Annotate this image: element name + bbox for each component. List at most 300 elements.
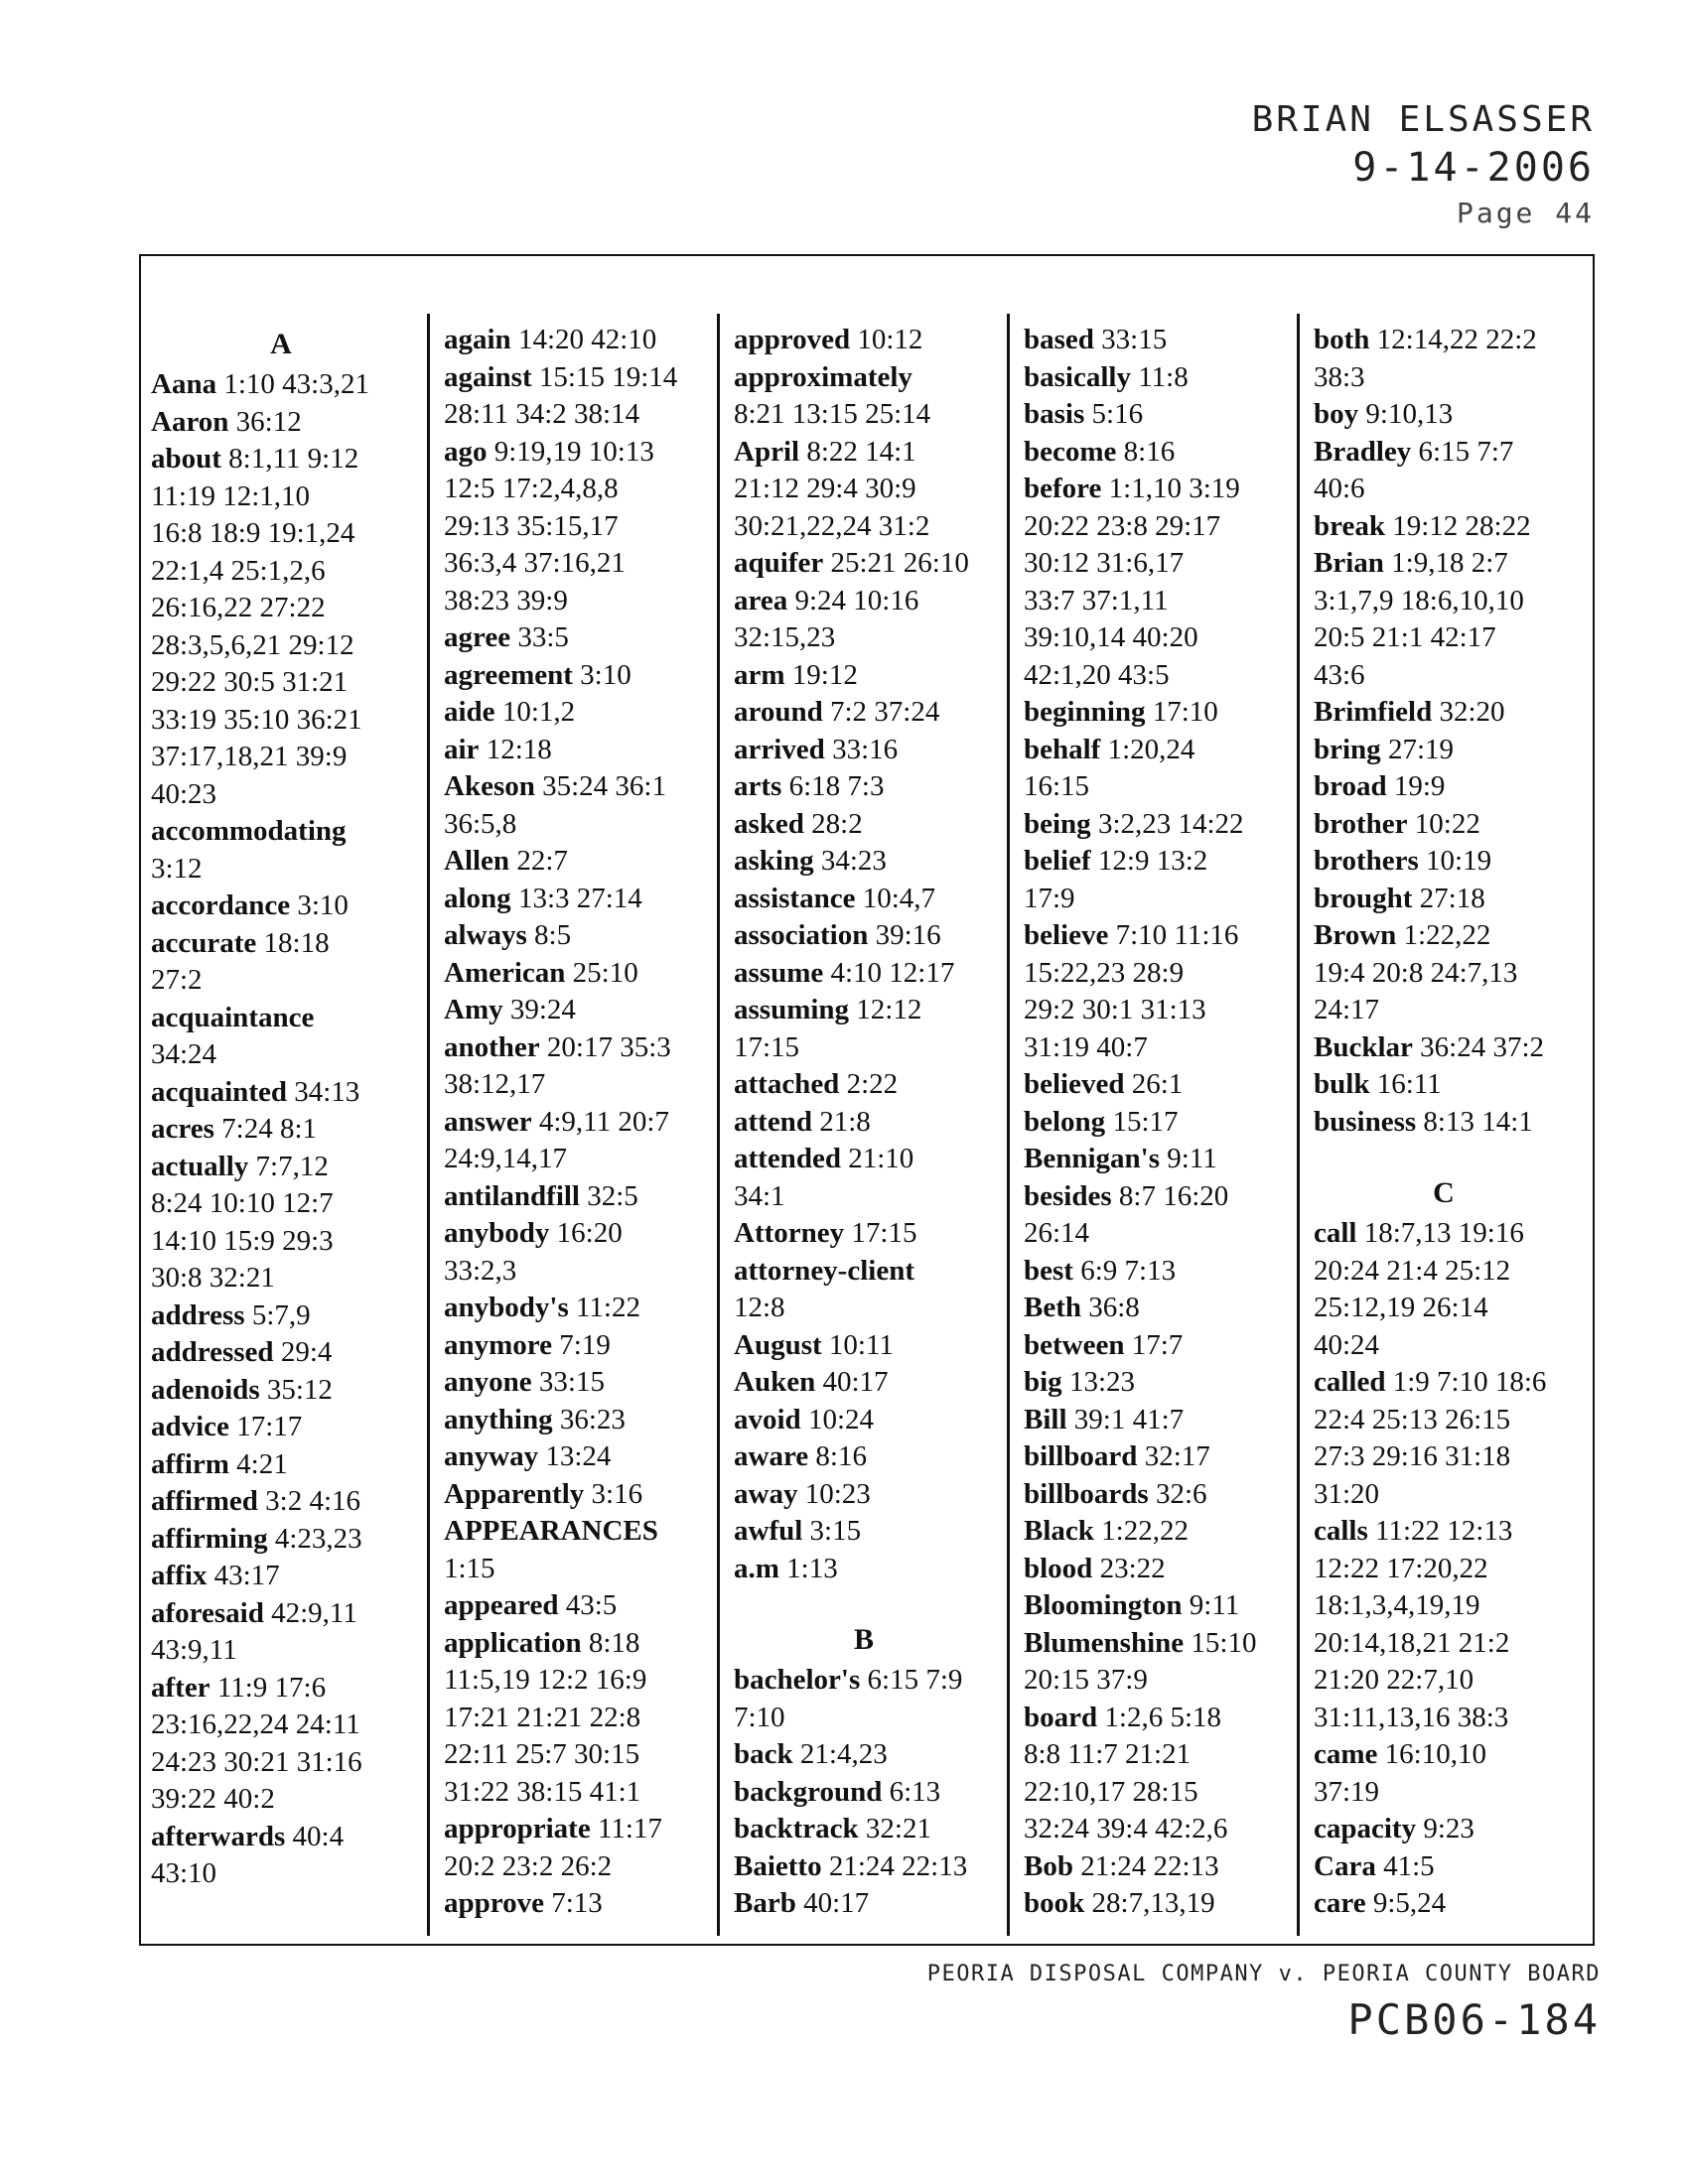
index-term: care bbox=[1314, 1887, 1366, 1919]
index-entry bbox=[1314, 1215, 1574, 1253]
index-entry bbox=[1314, 1774, 1574, 1812]
index-entry bbox=[151, 925, 411, 963]
index-entry bbox=[151, 1855, 411, 1893]
index-entry bbox=[1024, 359, 1284, 397]
index-term: asked bbox=[734, 807, 804, 840]
index-entry bbox=[151, 1334, 411, 1372]
index-entry bbox=[1024, 694, 1284, 732]
index-entry bbox=[151, 1409, 411, 1446]
page-line-refs: 40:6 bbox=[1314, 473, 1365, 504]
index-term: being bbox=[1024, 807, 1091, 840]
index-term: back bbox=[734, 1738, 793, 1770]
page-line-refs: 1:22,22 bbox=[1101, 1515, 1189, 1547]
page-line-refs: 7:19 bbox=[559, 1328, 611, 1361]
index-entry bbox=[734, 1141, 994, 1178]
page-line-refs: 19:9 bbox=[1393, 770, 1446, 802]
page-line-refs: 8:13 14:1 bbox=[1423, 1105, 1533, 1138]
index-term: Akeson bbox=[444, 770, 535, 802]
page-line-refs: 22:7 bbox=[516, 845, 568, 877]
page-line-refs: 5:7,9 bbox=[251, 1298, 311, 1331]
index-entry bbox=[1314, 322, 1574, 359]
index-entry bbox=[444, 1066, 704, 1104]
index-entry bbox=[151, 441, 411, 478]
section-letter: A bbox=[270, 328, 292, 360]
index-entry bbox=[734, 1736, 994, 1774]
index-term: Apparently bbox=[444, 1477, 585, 1510]
page-line-refs: 11:17 bbox=[597, 1813, 662, 1844]
page-line-refs: 25:10 bbox=[572, 956, 638, 989]
index-entry bbox=[1314, 1551, 1574, 1588]
page-line-refs: 29:22 30:5 31:21 bbox=[151, 666, 349, 698]
page-line-refs: 19:12 28:22 bbox=[1392, 509, 1531, 542]
page-line-refs: 10:11 bbox=[828, 1328, 894, 1361]
page-line-refs: 28:3,5,6,21 29:12 bbox=[151, 628, 354, 661]
page-line-refs: 36:3,4 37:16,21 bbox=[444, 547, 626, 579]
index-term: based bbox=[1024, 324, 1094, 355]
page-line-refs: 25:21 26:10 bbox=[830, 547, 969, 579]
page-line-refs: 10:4,7 bbox=[862, 882, 936, 914]
page-line-refs: 29:2 30:1 31:13 bbox=[1024, 994, 1206, 1025]
index-term: Bill bbox=[1024, 1403, 1067, 1435]
index-term: beginning bbox=[1024, 696, 1146, 728]
index-entry bbox=[1314, 1885, 1574, 1923]
page-line-refs: 23:16,22,24 24:11 bbox=[151, 1708, 360, 1740]
index-entry bbox=[1314, 1029, 1574, 1067]
index-entry bbox=[444, 1215, 704, 1253]
index-entry bbox=[444, 1104, 704, 1142]
page-line-refs: 22:11 25:7 30:15 bbox=[444, 1738, 640, 1770]
header-date: 9-14-2006 bbox=[1352, 145, 1595, 191]
index-term: assistance bbox=[734, 882, 856, 914]
index-entry bbox=[444, 1290, 704, 1327]
index-term: call bbox=[1314, 1217, 1357, 1249]
page-line-refs: 8:16 bbox=[1123, 435, 1176, 468]
index-term: before bbox=[1024, 473, 1102, 504]
page-line-refs: 37:19 bbox=[1314, 1775, 1380, 1808]
page-line-refs: 1:2,6 5:18 bbox=[1104, 1701, 1222, 1733]
page-line-refs: 32:15,23 bbox=[734, 621, 836, 653]
index-entry bbox=[444, 1178, 704, 1216]
page-line-refs: 20:5 21:1 42:17 bbox=[1314, 621, 1496, 653]
index-term: association bbox=[734, 919, 869, 951]
index-term: Allen bbox=[444, 845, 510, 877]
page-line-refs: 32:20 bbox=[1439, 696, 1505, 728]
page-line-refs: 11:8 bbox=[1138, 360, 1189, 393]
page-line-refs: 39:22 40:2 bbox=[151, 1783, 275, 1815]
page-line-refs: 7:2 37:24 bbox=[829, 696, 940, 728]
page-line-refs: 6:15 7:7 bbox=[1418, 435, 1514, 468]
index-entry bbox=[151, 1558, 411, 1595]
index-entry bbox=[1024, 992, 1284, 1029]
page-line-refs: 28:7,13,19 bbox=[1091, 1887, 1215, 1919]
index-term: April bbox=[734, 435, 800, 468]
page-line-refs: 24:23 30:21 31:16 bbox=[151, 1745, 362, 1778]
index-entry bbox=[1314, 583, 1574, 620]
page-line-refs: 6:18 7:3 bbox=[788, 770, 885, 802]
page-line-refs: 36:23 bbox=[559, 1403, 626, 1435]
index-entry bbox=[1314, 1066, 1574, 1104]
page-line-refs: 1:13 bbox=[786, 1552, 838, 1584]
index-term: along bbox=[444, 882, 511, 914]
index-term: anybody's bbox=[444, 1292, 569, 1323]
index-entry bbox=[444, 1774, 704, 1812]
index-entry bbox=[1314, 694, 1574, 732]
index-entry bbox=[1024, 1774, 1284, 1812]
page-line-refs: 26:1 bbox=[1131, 1068, 1184, 1100]
index-term: accommodating bbox=[151, 815, 347, 847]
page-line-refs: 1:9,18 2:7 bbox=[1391, 547, 1508, 579]
page-line-refs: 11:22 bbox=[575, 1292, 640, 1323]
page-line-refs: 3:15 bbox=[809, 1515, 862, 1547]
index-term: address bbox=[151, 1298, 245, 1331]
index-entry bbox=[444, 1402, 704, 1439]
page-line-refs: 2:22 bbox=[846, 1068, 899, 1100]
page-line-refs: 23:22 bbox=[1099, 1552, 1166, 1584]
index-entry bbox=[734, 1178, 994, 1216]
page-line-refs: 20:2 23:2 26:2 bbox=[444, 1849, 613, 1882]
page-line-refs: 26:14 bbox=[1024, 1217, 1090, 1249]
index-entry bbox=[734, 1513, 994, 1551]
page-line-refs: 42:1,20 43:5 bbox=[1024, 658, 1170, 691]
index-term: accurate bbox=[151, 926, 257, 959]
index-term: asking bbox=[734, 845, 814, 877]
index-entry bbox=[734, 992, 994, 1029]
page-line-refs: 9:10,13 bbox=[1365, 398, 1454, 430]
index-entry bbox=[444, 992, 704, 1029]
index-term: bring bbox=[1314, 733, 1381, 765]
page-line-refs: 38:3 bbox=[1314, 360, 1365, 393]
page-line-refs: 1:20,24 bbox=[1107, 733, 1195, 765]
page-line-refs: 22:4 25:13 26:15 bbox=[1314, 1403, 1511, 1435]
index-term: background bbox=[734, 1775, 883, 1808]
page-line-refs: 19:12 bbox=[791, 658, 858, 691]
index-entry bbox=[151, 1781, 411, 1819]
index-term: aforesaid bbox=[151, 1596, 264, 1629]
index-entry bbox=[1024, 1253, 1284, 1291]
index-entry bbox=[1024, 657, 1284, 695]
page-line-refs: 12:5 17:2,4,8,8 bbox=[444, 473, 619, 504]
index-term: big bbox=[1024, 1366, 1062, 1398]
page-line-refs: 11:5,19 12:2 16:9 bbox=[444, 1664, 647, 1696]
page-line-refs: 5:16 bbox=[1091, 398, 1144, 430]
index-entry bbox=[1024, 1215, 1284, 1253]
index-entry bbox=[151, 1297, 411, 1335]
index-entry bbox=[1024, 1551, 1284, 1588]
index-column-3 bbox=[717, 314, 994, 1936]
page-line-refs: 28:11 34:2 38:14 bbox=[444, 398, 640, 430]
index-term: anyone bbox=[444, 1366, 532, 1398]
index-term: advice bbox=[151, 1411, 229, 1442]
page-line-refs: 10:1,2 bbox=[501, 696, 576, 728]
index-entry bbox=[1314, 1438, 1574, 1476]
index-term: both bbox=[1314, 324, 1370, 355]
index-entry bbox=[734, 322, 994, 359]
index-term: answer bbox=[444, 1105, 532, 1138]
index-term: awful bbox=[734, 1515, 803, 1547]
page-line-refs: 17:10 bbox=[1152, 696, 1218, 728]
footer-case-number: PCB06-184 bbox=[1347, 1995, 1601, 2044]
page-line-refs: 32:24 39:4 42:2,6 bbox=[1024, 1813, 1228, 1844]
page-line-refs: 36:12 bbox=[235, 405, 302, 438]
index-entry bbox=[444, 955, 704, 993]
index-entry bbox=[444, 508, 704, 546]
index-entry bbox=[444, 881, 704, 918]
index-term: bulk bbox=[1314, 1068, 1370, 1100]
index-entry bbox=[1024, 1848, 1284, 1886]
page-line-refs: 9:23 bbox=[1423, 1813, 1474, 1844]
index-entry bbox=[444, 1625, 704, 1663]
page-line-refs: 28:2 bbox=[811, 807, 863, 840]
page-line-refs: 32:6 bbox=[1155, 1477, 1207, 1510]
index-term: after bbox=[151, 1671, 210, 1704]
index-term: area bbox=[734, 584, 788, 616]
index-entry bbox=[151, 851, 411, 888]
page-line-refs: 17:17 bbox=[236, 1411, 303, 1442]
index-entry bbox=[151, 1521, 411, 1559]
page-line-refs: 7:13 bbox=[551, 1887, 603, 1919]
index-term: always bbox=[444, 919, 527, 951]
page-line-refs: 20:17 35:3 bbox=[546, 1030, 671, 1063]
index-column-5 bbox=[1297, 314, 1574, 1936]
index-term: anything bbox=[444, 1403, 553, 1435]
index-entry bbox=[1314, 917, 1574, 955]
page-line-refs: 12:12 bbox=[856, 994, 922, 1025]
page-line-refs: 35:24 36:1 bbox=[542, 770, 666, 802]
header-page-number: Page 44 bbox=[1456, 197, 1595, 229]
page-line-refs: 32:21 bbox=[865, 1813, 931, 1844]
page-line-refs: 15:22,23 28:9 bbox=[1024, 956, 1185, 989]
page-line-refs: 4:10 12:17 bbox=[830, 956, 955, 989]
index-term: brought bbox=[1314, 882, 1413, 914]
page-line-refs: 7:10 bbox=[734, 1701, 785, 1733]
index-entry bbox=[1024, 508, 1284, 546]
page-line-refs: 8:1,11 9:12 bbox=[228, 443, 359, 475]
index-term: break bbox=[1314, 509, 1385, 542]
page-line-refs: 11:9 17:6 bbox=[216, 1671, 327, 1704]
footer-case-title: PEORIA DISPOSAL COMPANY v. PEORIA COUNTY BOARD bbox=[926, 1962, 1601, 1986]
index-term: appeared bbox=[444, 1589, 559, 1621]
page-line-refs: 3:1,7,9 18:6,10,10 bbox=[1314, 584, 1524, 616]
page-line-refs: 4:23,23 bbox=[274, 1522, 362, 1555]
page-line-refs: 3:2,23 14:22 bbox=[1097, 807, 1244, 840]
index-entry bbox=[1314, 1253, 1574, 1291]
page-line-refs: 40:23 bbox=[151, 777, 217, 810]
page-line-refs: 21:20 22:7,10 bbox=[1314, 1664, 1474, 1696]
page-line-refs: 43:10 bbox=[151, 1857, 217, 1889]
page-line-refs: 21:24 22:13 bbox=[1080, 1849, 1219, 1882]
index-entry bbox=[151, 1632, 411, 1670]
index-entry bbox=[444, 1736, 704, 1774]
index-entry bbox=[734, 619, 994, 657]
index-term: Brown bbox=[1314, 919, 1397, 951]
index-entry bbox=[151, 1595, 411, 1633]
index-entry bbox=[151, 404, 411, 442]
index-term: afterwards bbox=[151, 1820, 286, 1852]
page-line-refs: 32:5 bbox=[587, 1179, 638, 1212]
index-term: ago bbox=[444, 435, 488, 468]
index-entry bbox=[1024, 1625, 1284, 1663]
index-entry bbox=[734, 768, 994, 806]
index-term: antilandfill bbox=[444, 1179, 580, 1212]
index-term: brothers bbox=[1314, 845, 1419, 877]
index-entry bbox=[734, 843, 994, 881]
index-term: Baietto bbox=[734, 1849, 822, 1882]
index-entry bbox=[1314, 471, 1574, 508]
index-entry bbox=[734, 1066, 994, 1104]
page-line-refs: 27:19 bbox=[1387, 733, 1454, 765]
page-line-refs: 4:21 bbox=[236, 1447, 288, 1480]
index-entry bbox=[1024, 1587, 1284, 1625]
section-letter: C bbox=[1433, 1176, 1455, 1209]
index-entry bbox=[734, 1327, 994, 1365]
index-term: approximately bbox=[734, 360, 912, 393]
page-line-refs: 6:15 7:9 bbox=[867, 1664, 963, 1696]
page-line-refs: 20:24 21:4 25:12 bbox=[1314, 1254, 1511, 1287]
page-line-refs: 43:9,11 bbox=[151, 1634, 237, 1666]
page-line-refs: 34:13 bbox=[294, 1075, 360, 1108]
page-line-refs: 6:9 7:13 bbox=[1080, 1254, 1177, 1287]
index-entry bbox=[444, 1513, 704, 1551]
index-entry bbox=[151, 1223, 411, 1261]
index-term: against bbox=[444, 360, 532, 393]
index-term: away bbox=[734, 1477, 798, 1510]
index-entry bbox=[734, 694, 994, 732]
page-line-refs: 33:16 bbox=[832, 733, 899, 765]
page-line-refs: 32:17 bbox=[1144, 1440, 1210, 1472]
index-entry bbox=[734, 1551, 994, 1588]
index-term: application bbox=[444, 1626, 582, 1659]
index-term: APPEARANCES bbox=[444, 1515, 658, 1547]
index-entry bbox=[444, 1551, 704, 1588]
page-line-refs: 16:20 bbox=[556, 1217, 623, 1249]
index-entry bbox=[1314, 1848, 1574, 1886]
index-entry bbox=[444, 1587, 704, 1625]
index-entry bbox=[151, 702, 411, 740]
index-entry bbox=[444, 434, 704, 472]
index-term: best bbox=[1024, 1254, 1073, 1287]
index-entry bbox=[734, 1253, 994, 1291]
index-entry bbox=[734, 1476, 994, 1514]
index-entry bbox=[734, 508, 994, 546]
index-term: Cara bbox=[1314, 1849, 1376, 1882]
page-line-refs: 15:17 bbox=[1112, 1105, 1179, 1138]
index-entry bbox=[151, 627, 411, 665]
index-term: acquaintance bbox=[151, 1001, 315, 1033]
index-term: Beth bbox=[1024, 1292, 1081, 1323]
index-entry bbox=[444, 1364, 704, 1402]
page-line-refs: 18:18 bbox=[263, 926, 330, 959]
index-entry bbox=[1314, 359, 1574, 397]
index-entry bbox=[444, 1029, 704, 1067]
page-line-refs: 33:19 35:10 36:21 bbox=[151, 703, 362, 736]
page-line-refs: 8:16 bbox=[815, 1440, 867, 1472]
page-line-refs: 33:15 bbox=[538, 1366, 605, 1398]
page-line-refs: 20:15 37:9 bbox=[1024, 1664, 1148, 1696]
page-line-refs: 1:1,10 3:19 bbox=[1108, 473, 1240, 504]
index-term: board bbox=[1024, 1701, 1098, 1733]
index-term: attend bbox=[734, 1105, 812, 1138]
index-entry bbox=[734, 732, 994, 769]
index-entry bbox=[151, 1185, 411, 1223]
page-line-refs: 27:3 29:16 31:18 bbox=[1314, 1440, 1511, 1472]
index-entry bbox=[1024, 1402, 1284, 1439]
page-line-refs: 10:22 bbox=[1414, 807, 1480, 840]
index-term: arrived bbox=[734, 733, 825, 765]
index-entry bbox=[734, 1029, 994, 1067]
index-term: calls bbox=[1314, 1515, 1368, 1547]
index-entry bbox=[151, 366, 411, 404]
index-entry bbox=[151, 1670, 411, 1707]
index-entry bbox=[1314, 1476, 1574, 1514]
index-entry bbox=[444, 1848, 704, 1886]
index-entry bbox=[1314, 1402, 1574, 1439]
index-entry bbox=[1024, 1104, 1284, 1142]
index-entry bbox=[151, 1744, 411, 1782]
index-entry bbox=[734, 806, 994, 844]
index-entry bbox=[151, 590, 411, 627]
index-entry bbox=[151, 776, 411, 814]
page-line-refs: 36:8 bbox=[1088, 1292, 1140, 1323]
page-line-refs: 8:24 10:10 12:7 bbox=[151, 1187, 334, 1219]
index-term: bachelor's bbox=[734, 1664, 861, 1696]
page-line-refs: 8:18 bbox=[588, 1626, 640, 1659]
page-line-refs: 16:11 bbox=[1376, 1068, 1442, 1100]
index-entry bbox=[1314, 1811, 1574, 1848]
index-entry bbox=[734, 1104, 994, 1142]
page-line-refs: 11:19 12:1,10 bbox=[151, 479, 311, 512]
index-entry bbox=[444, 1700, 704, 1737]
index-entry bbox=[734, 471, 994, 508]
page-line-refs: 38:23 39:9 bbox=[444, 584, 568, 616]
page-line-refs: 31:19 40:7 bbox=[1024, 1030, 1148, 1063]
index-entry bbox=[1314, 732, 1574, 769]
index-entry bbox=[151, 1260, 411, 1297]
index-term: around bbox=[734, 696, 823, 728]
index-term: Blumenshine bbox=[1024, 1626, 1185, 1659]
index-entry bbox=[151, 1149, 411, 1186]
page-line-refs: 21:12 29:4 30:9 bbox=[734, 473, 916, 504]
index-term: besides bbox=[1024, 1179, 1112, 1212]
index-term: Auken bbox=[734, 1366, 816, 1398]
index-entry bbox=[444, 583, 704, 620]
index-term: addressed bbox=[151, 1336, 274, 1368]
index-entry bbox=[1314, 1662, 1574, 1700]
index-entry bbox=[151, 1111, 411, 1149]
page-line-refs: 12:14,22 22:2 bbox=[1376, 324, 1537, 355]
page-line-refs: 41:5 bbox=[1383, 1849, 1435, 1882]
index-entry bbox=[151, 553, 411, 591]
index-entry bbox=[734, 1885, 994, 1923]
index-entry bbox=[1024, 732, 1284, 769]
page-line-refs: 31:20 bbox=[1314, 1477, 1380, 1510]
page-line-refs: 7:24 8:1 bbox=[221, 1113, 318, 1145]
page-line-refs: 40:17 bbox=[803, 1887, 870, 1919]
page-line-refs: 39:10,14 40:20 bbox=[1024, 621, 1198, 653]
page-line-refs: 9:5,24 bbox=[1372, 1887, 1447, 1919]
index-entry bbox=[444, 619, 704, 657]
page-line-refs: 17:15 bbox=[851, 1217, 917, 1249]
index-term: Bob bbox=[1024, 1849, 1073, 1882]
index-entry bbox=[734, 1774, 994, 1812]
index-term: arts bbox=[734, 770, 782, 802]
index-entry bbox=[734, 545, 994, 583]
index-entry bbox=[1024, 768, 1284, 806]
index-entry bbox=[1024, 619, 1284, 657]
page-line-refs: 18:1,3,4,19,19 bbox=[1314, 1589, 1480, 1621]
index-term: attorney-client bbox=[734, 1254, 914, 1287]
page-line-refs: 21:8 bbox=[819, 1105, 871, 1138]
index-entry bbox=[734, 657, 994, 695]
